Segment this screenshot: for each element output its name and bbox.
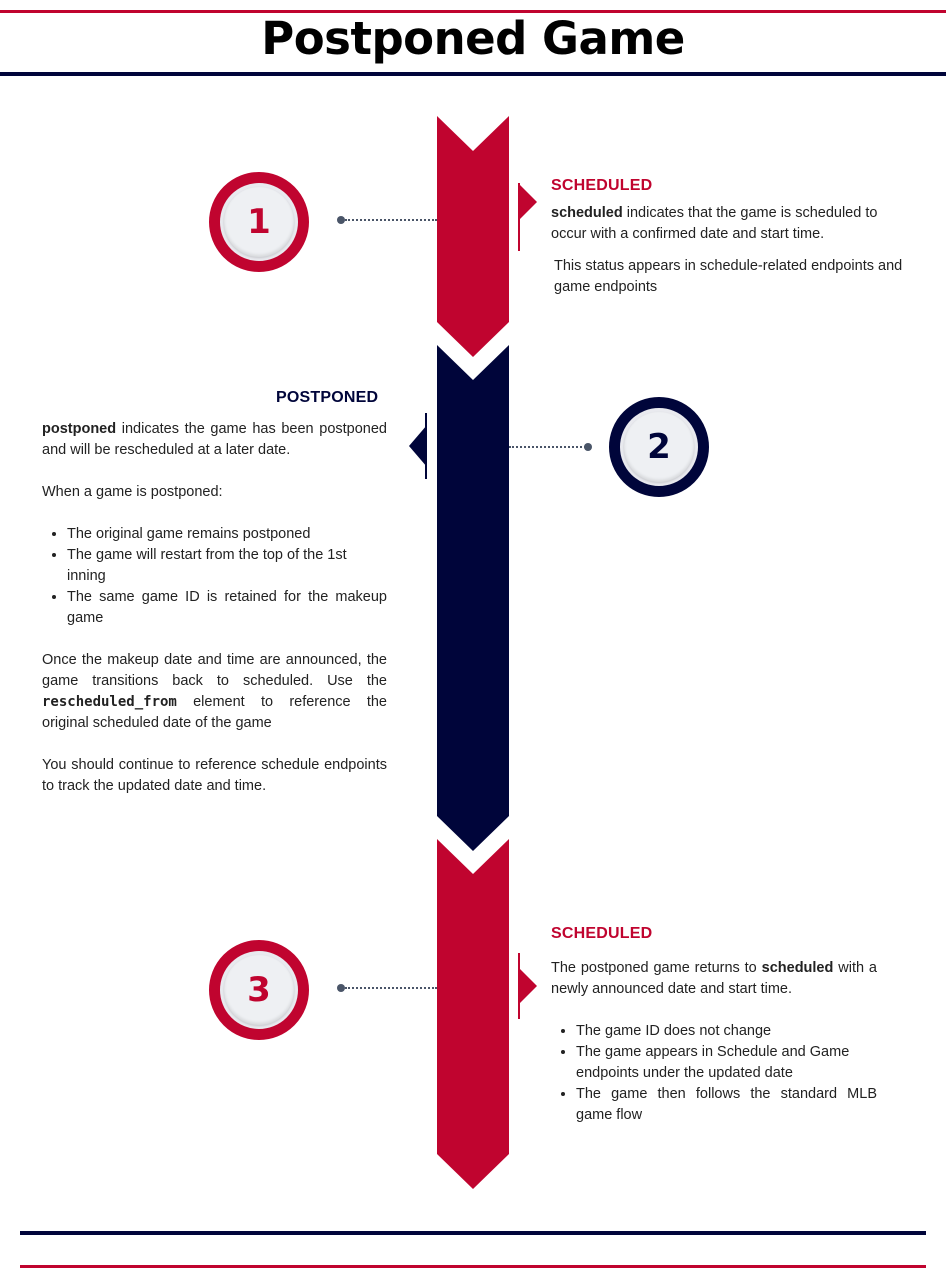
- step-2-number: 2: [624, 412, 694, 482]
- step-2-makeup-text-a: Once the makeup date and time are announced, the game transitions back to scheduled. Use the: [42, 652, 387, 689]
- step-1-endpoint-note: This status appears in schedule-related endpoints and game endpoints: [554, 258, 903, 295]
- step-3-status-keyword: scheduled: [761, 960, 834, 976]
- step-1-number: 1: [224, 187, 294, 257]
- arrow-segment-3: [437, 839, 509, 1189]
- step-1-status-keyword: scheduled: [551, 205, 623, 221]
- step-2-makeup-paragraph: [42, 650, 387, 734]
- list-item: • The original game remains postponed: [67, 524, 387, 545]
- step-2-intro: [42, 419, 387, 461]
- connector-dot-1: [337, 216, 345, 224]
- connector-line-2: [509, 446, 586, 448]
- list-item: • The same game ID is retained for the makeup game: [67, 587, 387, 629]
- step-1-number-circle: [209, 172, 309, 272]
- arrow-segment-1: [437, 116, 509, 357]
- step-2-makeup-text-b: element to reference the original scheduled date of the game: [42, 694, 387, 731]
- step-2-bullet-list: [42, 524, 387, 629]
- connector-dot-3: [337, 984, 345, 992]
- list-item: • The game will restart from the top of the 1st inning: [67, 545, 387, 587]
- step-2-content: [42, 419, 387, 797]
- list-item: • The game appears in Schedule and Game endpoints under the updated date: [576, 1042, 877, 1084]
- step-1-description-rest: indicates that the game is scheduled to occur with a confirmed date and start time.: [551, 205, 878, 242]
- list-item: • The game then follows the standard MLB game flow: [576, 1084, 877, 1126]
- page-title: Postponed Game: [261, 12, 685, 65]
- step-2-number-circle: [609, 397, 709, 497]
- bottom-red-line: [20, 1265, 926, 1268]
- step-3-content: [551, 958, 877, 1126]
- bottom-navy-line: [20, 1231, 926, 1235]
- rescheduled-from-code: rescheduled_from: [42, 694, 177, 710]
- step-1-description: [551, 203, 896, 245]
- step-3-intro-b: with a newly announced date and start time.: [551, 960, 877, 997]
- pointer-3: [519, 968, 537, 1004]
- arrow-segment-2: [437, 345, 509, 851]
- step-2-when: When a game is postponed:: [42, 484, 223, 500]
- step-2-heading: POSTPONED: [276, 389, 379, 406]
- step-3-bullet-list: [551, 1021, 877, 1126]
- step-2-final-paragraph: You should continue to reference schedule endpoints to track the updated date and time.: [42, 757, 387, 794]
- step-3-heading: SCHEDULED: [551, 925, 653, 942]
- step-2-intro-rest: indicates the game has been postponed and will be rescheduled at a later date.: [42, 421, 387, 458]
- step-3-intro-a: The postponed game returns to: [551, 960, 762, 976]
- connector-line-3: [345, 987, 437, 989]
- pointer-1: [519, 184, 537, 220]
- connector-line-1: [345, 219, 437, 221]
- pointer-2: [409, 425, 427, 467]
- step-3-number-circle: [209, 940, 309, 1040]
- step-2-status-keyword: postponed: [42, 421, 117, 437]
- list-item: • The game ID does not change: [576, 1021, 877, 1042]
- step-3-number: 3: [224, 955, 294, 1025]
- step-1-heading: SCHEDULED: [551, 177, 653, 194]
- connector-dot-2: [584, 443, 592, 451]
- step-3-intro: [551, 958, 877, 1000]
